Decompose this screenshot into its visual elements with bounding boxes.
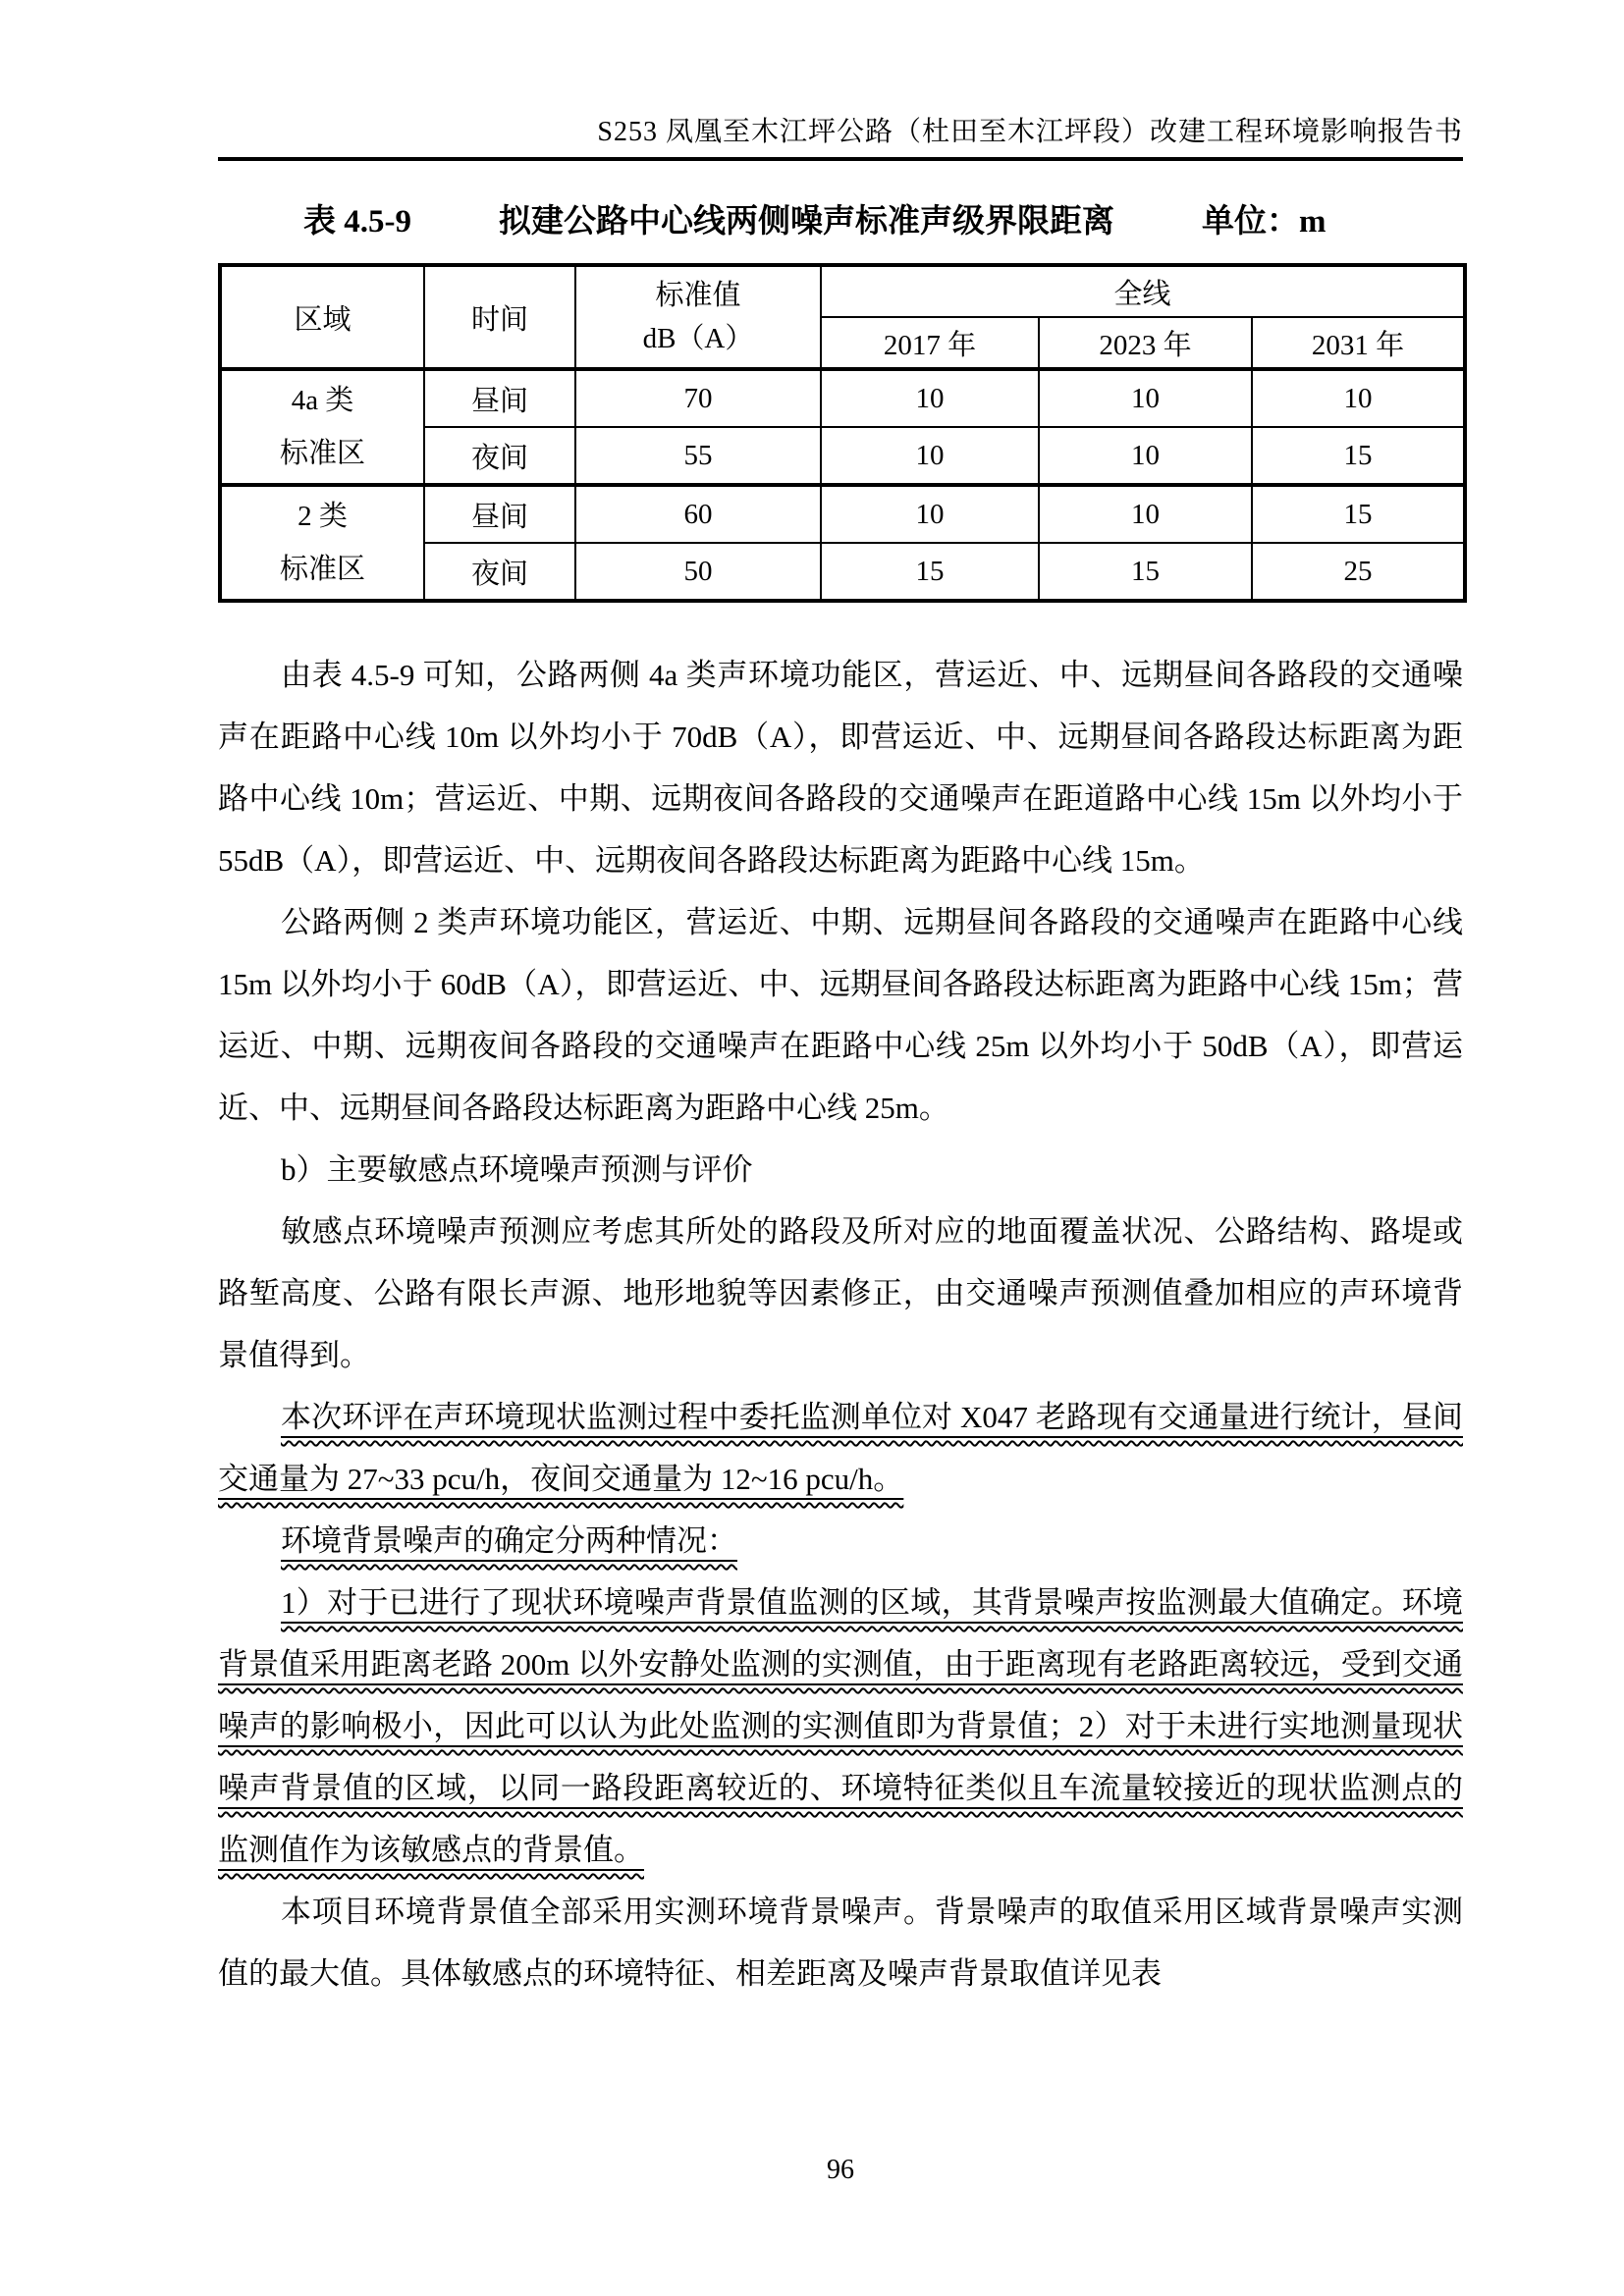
table-caption-title: 拟建公路中心线两侧噪声标准声级界限距离 [499,204,1114,240]
cell-2-night-time: 夜间 [424,543,575,601]
paragraph-background-values: 本项目环境背景值全部采用实测环境背景噪声。背景噪声的取值采用区域背景噪声实测值的最大值。具体敏感点的环境特征、相差距离及噪声背景取值详见表 [218,1895,1463,1991]
body-text [218,644,1463,2004]
underline-solid [281,1523,737,1558]
cell-4a-day-time: 昼间 [424,369,575,427]
th-year-2017: 2017 年 [821,317,1039,369]
th-standard-line1: 标准值 [655,280,741,311]
page-number: 96 [827,2155,854,2185]
cell-4a-day-2031: 10 [1252,369,1465,427]
cell-4a-day-2023: 10 [1039,369,1252,427]
paragraph-traffic-survey-underlined [218,1386,1463,1510]
cell-4a-day-standard: 70 [575,369,821,427]
th-standard-line2: dB（A） [642,323,754,354]
cell-2-night-standard: 50 [575,543,821,601]
th-time: 时间 [424,265,575,369]
cell-2-day-2023: 10 [1039,485,1252,543]
th-year-2031: 2031 年 [1252,317,1465,369]
cell-2-day-2031: 15 [1252,485,1465,543]
cell-region-4a [220,369,424,485]
cell-4a-night-standard: 55 [575,427,821,485]
th-year-2023: 2023 年 [1039,317,1252,369]
paragraph-section-b-heading: b）主要敏感点环境噪声预测与评价 [281,1152,753,1187]
underline-wavy: 环境背景噪声的确定分两种情况： [281,1523,737,1558]
paragraph-table-analysis-4a: 由表 4.5-9 可知，公路两侧 4a 类声环境功能区，营运近、中、远期昼间各路段的交通噪声在距路中心线 10m 以外均小于 70dB（A），即营运近、中、远期昼间各路段达标距离为距路中心线 10m；营运近、中期、远期夜间各路段的交通噪声在距道路中心线 15m 以外均小于 55dB（A），即营运近、中、远期夜间各路段达标距离为距路中心线 15m。 [218,658,1463,878]
th-region: 区域 [220,265,424,369]
paragraph-prediction-factors: 敏感点环境噪声预测应考虑其所处的路段及所对应的地面覆盖状况、公路结构、路堤或路堑高度、公路有限长声源、地形地貌等因素修正，由交通噪声预测值叠加相应的声环境背景值得到。 [218,1214,1463,1372]
table-row-2-day [220,485,1465,543]
cell-region-4a-line1: 4a 类 [291,385,354,416]
underline-solid [218,1400,1463,1496]
paragraph-background-cases-underlined [218,1510,1463,1572]
cell-2-night-2017: 15 [821,543,1039,601]
th-standard [575,265,821,369]
cell-4a-night-2031: 15 [1252,427,1465,485]
running-head [218,0,1463,149]
table-header-row-1 [220,265,1465,317]
cell-4a-night-2017: 10 [821,427,1039,485]
header-rule [218,157,1463,161]
paragraph-table-analysis-2: 公路两侧 2 类声环境功能区，营运近、中期、远期昼间各路段的交通噪声在距路中心线 15m 以外均小于 60dB（A），即营运近、中、远期昼间各路段达标距离为距路中心线 15m；营运近、中期、远期夜间各路段的交通噪声在距路中心线 25m 以外均小于 50dB（A），即营运近、中、远期昼间各路段达标距离为距路中心线 25m。 [218,905,1463,1125]
cell-4a-night-time: 夜间 [424,427,575,485]
cell-4a-night-2023: 10 [1039,427,1252,485]
cell-2-night-2023: 15 [1039,543,1252,601]
table-row-4a-day [220,369,1465,427]
cell-region-2-line1: 2 类 [298,501,348,532]
cell-2-day-standard: 60 [575,485,821,543]
cell-2-day-2017: 10 [821,485,1039,543]
cell-region-2 [220,485,424,601]
noise-limit-table [218,263,1467,603]
table-caption-unit: 单位：m [1202,204,1326,240]
underline-solid [218,1585,1463,1867]
underline-wavy: 本次环评在声环境现状监测过程中委托监测单位对 X047 老路现有交通量进行统计，昼间交通量为 27~33 pcu/h，夜间交通量为 12~16 pcu/h。 [218,1400,1463,1496]
cell-region-4a-line2: 标准区 [279,438,365,469]
running-head-text: S253 凤凰至木江坪公路（杜田至木江坪段）改建工程环境影响报告书 [597,117,1463,147]
cell-4a-day-2017: 10 [821,369,1039,427]
cell-2-day-time: 昼间 [424,485,575,543]
table-caption-label: 表 4.5-9 [303,204,411,240]
paragraph-case-definitions-underlined [218,1572,1463,1881]
th-whole-line: 全线 [821,265,1465,317]
cell-2-night-2031: 25 [1252,543,1465,601]
cell-region-2-line2: 标准区 [279,554,365,585]
table-caption [218,200,1463,243]
underline-wavy: 1）对于已进行了现状环境噪声背景值监测的区域，其背景噪声按监测最大值确定。环境背景值采用距离老路 200m 以外安静处监测的实测值，由于距离现有老路距离较远，受到交通噪声的影响极小，因此可以认为此处监测的实测值即为背景值；2）对于未进行实地测量现状噪声背景值的区域，以同一路段距离较近的、环境特征类似且车流量较接近的现状监测点的监测值作为该敏感点的背景值。 [218,1585,1463,1867]
